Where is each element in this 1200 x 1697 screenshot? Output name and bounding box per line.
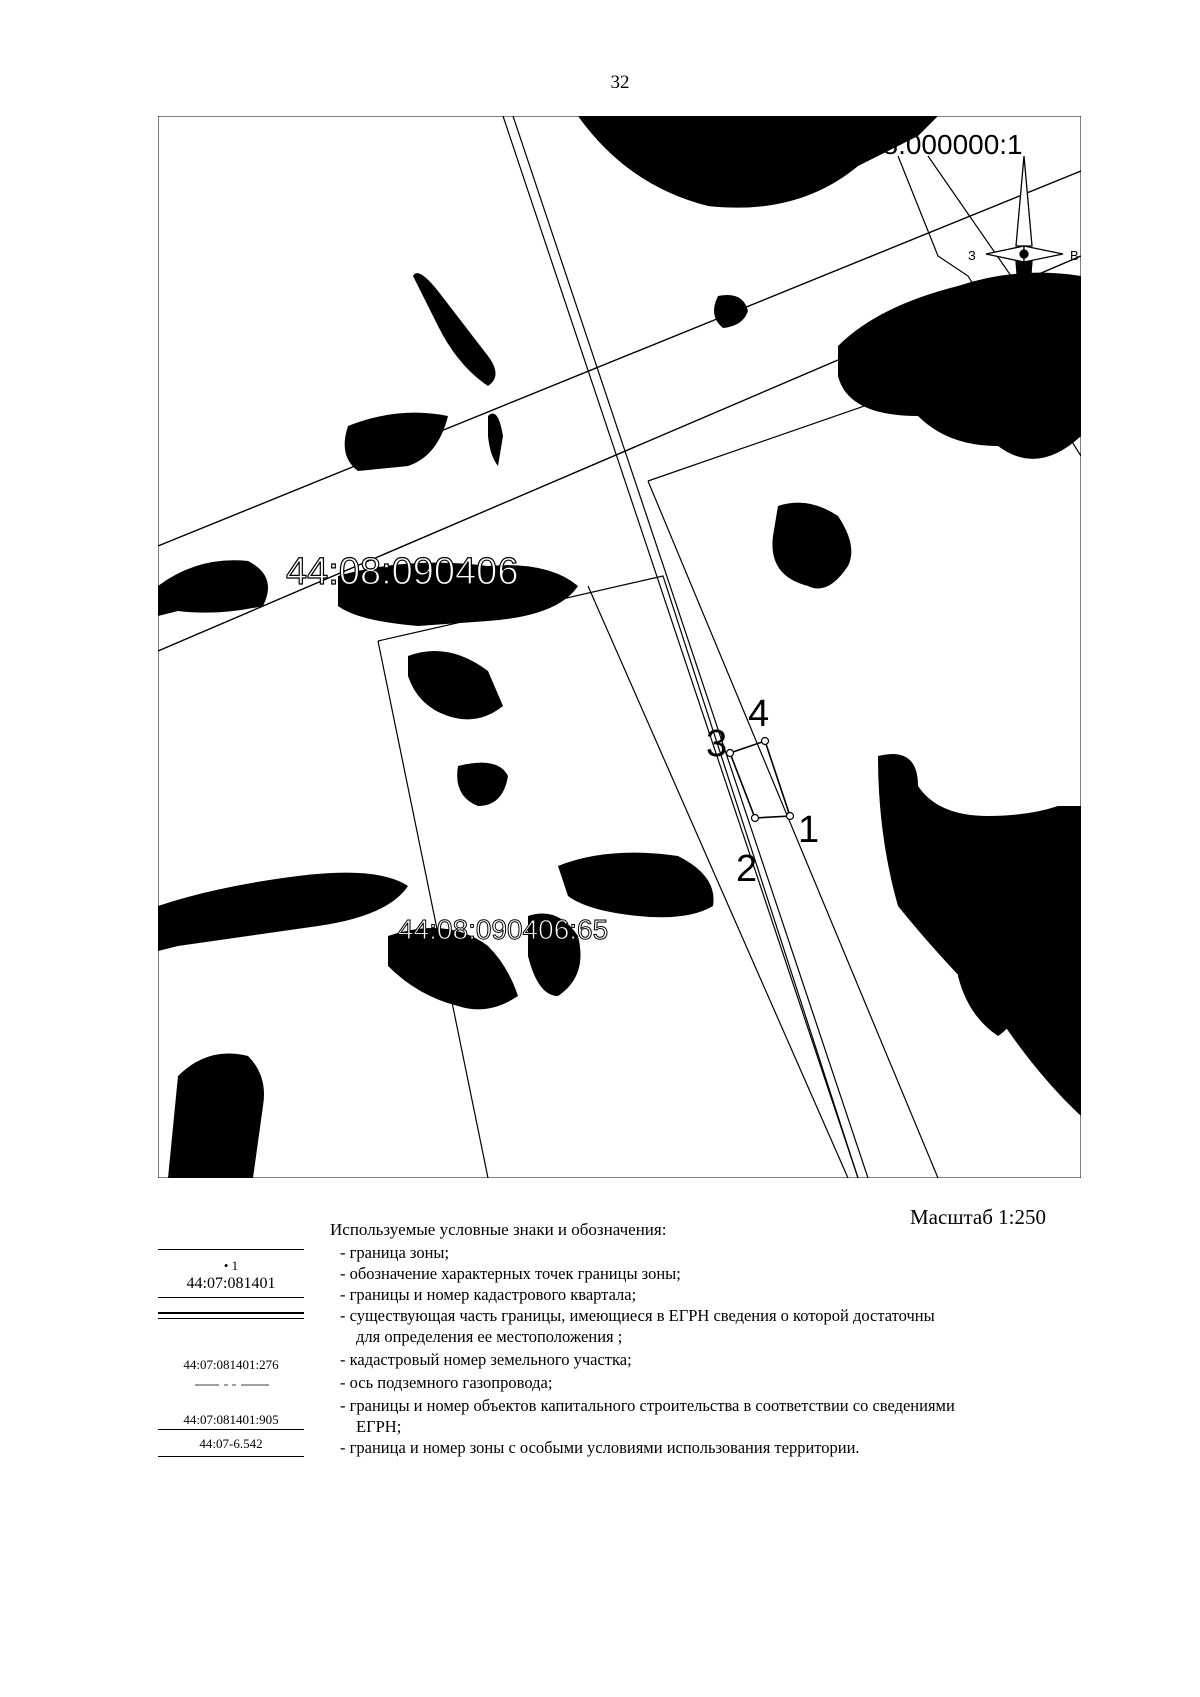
legend-symbol-special-zone: 44:07-6.542	[199, 1436, 263, 1451]
legend-item-existing-boundary: - существующая часть границы, имеющиеся в ЕГРН сведения о которой достаточны	[340, 1306, 935, 1325]
legend-symbol-quarter-line	[158, 1297, 304, 1298]
legend-symbol-special-zone-line	[158, 1456, 304, 1457]
legend-item-existing-boundary-cont: для определения ее местоположения ;	[356, 1327, 623, 1346]
legend-symbol-quarter: 44:07:081401	[186, 1275, 276, 1292]
parcel-label: 44:08:090406:65	[398, 914, 609, 945]
legend-symbol-existing-boundary	[158, 1312, 304, 1314]
legend-item-characteristic-points: - обозначение характерных точек границы зоны;	[340, 1264, 681, 1283]
zone-point-1	[787, 813, 794, 820]
zone-point-2	[752, 815, 759, 822]
legend-symbol-gas-pipeline	[158, 1384, 306, 1386]
cadastral-map	[158, 116, 1081, 1178]
quarter-main-label: 44:08:090406	[286, 551, 519, 593]
legend-symbol-existing-boundary-2	[158, 1318, 304, 1319]
point-2-label: 2	[736, 848, 758, 890]
zone-point-3	[727, 750, 734, 757]
legend-symbol-building-line	[158, 1429, 304, 1430]
zone-point-4	[762, 738, 769, 745]
legend-item-buildings: - границы и номер объектов капитального строительства в соответствии со сведениями	[340, 1396, 955, 1415]
point-4-label: 4	[748, 693, 770, 735]
legend-item-zone-boundary: - граница зоны;	[340, 1243, 450, 1262]
legend-item-parcel-number: - кадастровый номер земельного участка;	[340, 1350, 632, 1369]
legend-symbol-point: • 1	[223, 1258, 239, 1273]
point-1-label: 1	[798, 809, 820, 851]
compass-west-label: З	[968, 248, 976, 263]
legend-title: Используемые условные знаки и обозначения:	[330, 1220, 667, 1239]
quarter-top-right-label: 44:08:000000:1	[828, 129, 1023, 160]
legend-item-cadastral-quarter: - границы и номер кадастрового квартала;	[340, 1285, 637, 1304]
legend-symbol-building: 44:07:081401:905	[183, 1412, 279, 1427]
page-number: 32	[610, 72, 630, 93]
compass-east-label: В	[1070, 248, 1079, 263]
point-3-label: 3	[706, 723, 728, 765]
map-frame	[158, 116, 1081, 1178]
map-scale: Масштаб 1:250	[910, 1205, 1047, 1229]
legend-item-special-zone: - граница и номер зоны с особыми условиями использования территории.	[340, 1438, 860, 1457]
legend-item-buildings-cont: ЕГРН;	[356, 1417, 402, 1436]
compass-south-label: Ю	[1018, 364, 1032, 379]
legend-symbol-zone-boundary	[158, 1249, 304, 1250]
legend-symbol-parcel-number: 44:07:081401:276	[183, 1357, 279, 1372]
legend-item-gas-pipeline: - ось подземного газопровода;	[340, 1373, 553, 1392]
